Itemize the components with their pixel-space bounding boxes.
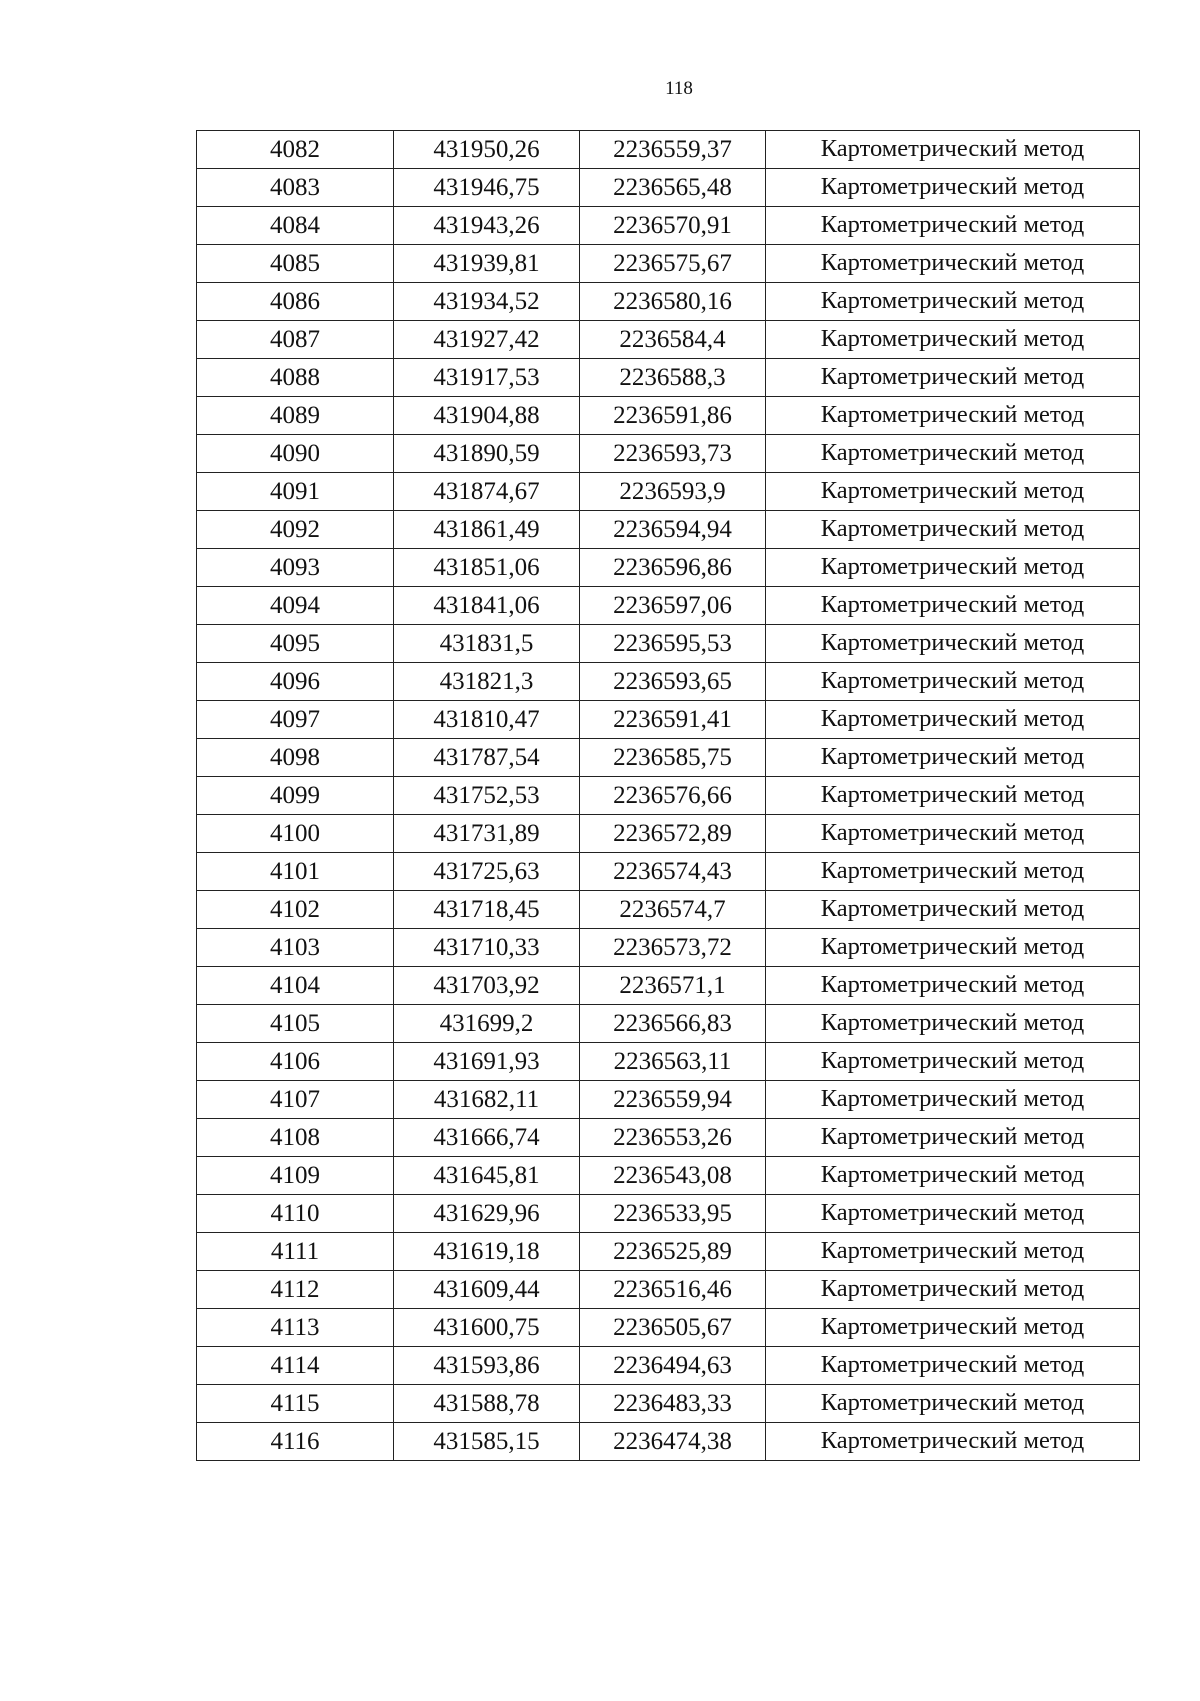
- point-number-cell: 4115: [197, 1385, 394, 1423]
- coordinates-table: [196, 130, 1140, 1461]
- method-cell: Картометрический метод: [766, 967, 1140, 1005]
- table-row: [197, 207, 1140, 245]
- x-coordinate-cell: 431841,06: [394, 587, 580, 625]
- point-number-cell: 4116: [197, 1423, 394, 1461]
- y-coordinate-cell: 2236483,33: [580, 1385, 766, 1423]
- point-number-cell: 4101: [197, 853, 394, 891]
- point-number-cell: 4086: [197, 283, 394, 321]
- method-cell: Картометрический метод: [766, 207, 1140, 245]
- x-coordinate-cell: 431588,78: [394, 1385, 580, 1423]
- method-cell: Картометрический метод: [766, 169, 1140, 207]
- x-coordinate-cell: 431718,45: [394, 891, 580, 929]
- table-row: [197, 321, 1140, 359]
- x-coordinate-cell: 431939,81: [394, 245, 580, 283]
- y-coordinate-cell: 2236593,9: [580, 473, 766, 511]
- point-number-cell: 4105: [197, 1005, 394, 1043]
- table-row: [197, 1043, 1140, 1081]
- table-row: [197, 777, 1140, 815]
- x-coordinate-cell: 431861,49: [394, 511, 580, 549]
- table-row: [197, 549, 1140, 587]
- point-number-cell: 4098: [197, 739, 394, 777]
- table-row: [197, 1233, 1140, 1271]
- method-cell: Картометрический метод: [766, 435, 1140, 473]
- method-cell: Картометрический метод: [766, 283, 1140, 321]
- method-cell: Картометрический метод: [766, 929, 1140, 967]
- point-number-cell: 4090: [197, 435, 394, 473]
- table-row: [197, 967, 1140, 1005]
- method-cell: Картометрический метод: [766, 131, 1140, 169]
- table-row: [197, 1271, 1140, 1309]
- method-cell: Картометрический метод: [766, 549, 1140, 587]
- method-cell: Картометрический метод: [766, 359, 1140, 397]
- y-coordinate-cell: 2236572,89: [580, 815, 766, 853]
- method-cell: Картометрический метод: [766, 663, 1140, 701]
- x-coordinate-cell: 431927,42: [394, 321, 580, 359]
- table-row: [197, 397, 1140, 435]
- page-number: 118: [665, 78, 693, 99]
- table-row: [197, 131, 1140, 169]
- x-coordinate-cell: 431645,81: [394, 1157, 580, 1195]
- point-number-cell: 4103: [197, 929, 394, 967]
- y-coordinate-cell: 2236591,86: [580, 397, 766, 435]
- x-coordinate-cell: 431934,52: [394, 283, 580, 321]
- point-number-cell: 4099: [197, 777, 394, 815]
- y-coordinate-cell: 2236585,75: [580, 739, 766, 777]
- x-coordinate-cell: 431629,96: [394, 1195, 580, 1233]
- x-coordinate-cell: 431619,18: [394, 1233, 580, 1271]
- x-coordinate-cell: 431946,75: [394, 169, 580, 207]
- table-row: [197, 853, 1140, 891]
- y-coordinate-cell: 2236494,63: [580, 1347, 766, 1385]
- method-cell: Картометрический метод: [766, 1423, 1140, 1461]
- x-coordinate-cell: 431710,33: [394, 929, 580, 967]
- table-row: [197, 169, 1140, 207]
- x-coordinate-cell: 431593,86: [394, 1347, 580, 1385]
- y-coordinate-cell: 2236553,26: [580, 1119, 766, 1157]
- table-row: [197, 245, 1140, 283]
- table-row: [197, 473, 1140, 511]
- x-coordinate-cell: 431691,93: [394, 1043, 580, 1081]
- method-cell: Картометрический метод: [766, 1271, 1140, 1309]
- point-number-cell: 4096: [197, 663, 394, 701]
- point-number-cell: 4083: [197, 169, 394, 207]
- x-coordinate-cell: 431703,92: [394, 967, 580, 1005]
- y-coordinate-cell: 2236594,94: [580, 511, 766, 549]
- point-number-cell: 4097: [197, 701, 394, 739]
- method-cell: Картометрический метод: [766, 1233, 1140, 1271]
- point-number-cell: 4093: [197, 549, 394, 587]
- y-coordinate-cell: 2236593,73: [580, 435, 766, 473]
- point-number-cell: 4091: [197, 473, 394, 511]
- x-coordinate-cell: 431787,54: [394, 739, 580, 777]
- x-coordinate-cell: 431904,88: [394, 397, 580, 435]
- method-cell: Картометрический метод: [766, 891, 1140, 929]
- x-coordinate-cell: 431917,53: [394, 359, 580, 397]
- method-cell: Картометрический метод: [766, 1195, 1140, 1233]
- y-coordinate-cell: 2236571,1: [580, 967, 766, 1005]
- y-coordinate-cell: 2236576,66: [580, 777, 766, 815]
- table-row: [197, 1347, 1140, 1385]
- method-cell: Картометрический метод: [766, 815, 1140, 853]
- x-coordinate-cell: 431821,3: [394, 663, 580, 701]
- table-row: [197, 1005, 1140, 1043]
- point-number-cell: 4094: [197, 587, 394, 625]
- method-cell: Картометрический метод: [766, 587, 1140, 625]
- method-cell: Картометрический метод: [766, 511, 1140, 549]
- y-coordinate-cell: 2236566,83: [580, 1005, 766, 1043]
- table-row: [197, 359, 1140, 397]
- point-number-cell: 4106: [197, 1043, 394, 1081]
- method-cell: Картометрический метод: [766, 1043, 1140, 1081]
- y-coordinate-cell: 2236563,11: [580, 1043, 766, 1081]
- method-cell: Картометрический метод: [766, 1309, 1140, 1347]
- point-number-cell: 4092: [197, 511, 394, 549]
- point-number-cell: 4110: [197, 1195, 394, 1233]
- method-cell: Картометрический метод: [766, 321, 1140, 359]
- y-coordinate-cell: 2236574,7: [580, 891, 766, 929]
- point-number-cell: 4095: [197, 625, 394, 663]
- y-coordinate-cell: 2236573,72: [580, 929, 766, 967]
- method-cell: Картометрический метод: [766, 853, 1140, 891]
- x-coordinate-cell: 431666,74: [394, 1119, 580, 1157]
- table-row: [197, 739, 1140, 777]
- coordinates-table-body: [197, 131, 1140, 1461]
- method-cell: Картометрический метод: [766, 1081, 1140, 1119]
- point-number-cell: 4108: [197, 1119, 394, 1157]
- point-number-cell: 4100: [197, 815, 394, 853]
- point-number-cell: 4088: [197, 359, 394, 397]
- point-number-cell: 4113: [197, 1309, 394, 1347]
- y-coordinate-cell: 2236595,53: [580, 625, 766, 663]
- y-coordinate-cell: 2236516,46: [580, 1271, 766, 1309]
- method-cell: Картометрический метод: [766, 701, 1140, 739]
- table-row: [197, 1119, 1140, 1157]
- x-coordinate-cell: 431890,59: [394, 435, 580, 473]
- y-coordinate-cell: 2236580,16: [580, 283, 766, 321]
- y-coordinate-cell: 2236575,67: [580, 245, 766, 283]
- method-cell: Картометрический метод: [766, 245, 1140, 283]
- y-coordinate-cell: 2236574,43: [580, 853, 766, 891]
- table-row: [197, 587, 1140, 625]
- y-coordinate-cell: 2236505,67: [580, 1309, 766, 1347]
- method-cell: Картометрический метод: [766, 1119, 1140, 1157]
- method-cell: Картометрический метод: [766, 777, 1140, 815]
- y-coordinate-cell: 2236533,95: [580, 1195, 766, 1233]
- x-coordinate-cell: 431600,75: [394, 1309, 580, 1347]
- y-coordinate-cell: 2236591,41: [580, 701, 766, 739]
- method-cell: Картометрический метод: [766, 1005, 1140, 1043]
- method-cell: Картометрический метод: [766, 1157, 1140, 1195]
- table-row: [197, 1423, 1140, 1461]
- x-coordinate-cell: 431851,06: [394, 549, 580, 587]
- x-coordinate-cell: 431699,2: [394, 1005, 580, 1043]
- table-row: [197, 1385, 1140, 1423]
- point-number-cell: 4102: [197, 891, 394, 929]
- point-number-cell: 4109: [197, 1157, 394, 1195]
- method-cell: Картометрический метод: [766, 1385, 1140, 1423]
- x-coordinate-cell: 431585,15: [394, 1423, 580, 1461]
- table-row: [197, 511, 1140, 549]
- method-cell: Картометрический метод: [766, 1347, 1140, 1385]
- point-number-cell: 4111: [197, 1233, 394, 1271]
- point-number-cell: 4082: [197, 131, 394, 169]
- x-coordinate-cell: 431731,89: [394, 815, 580, 853]
- y-coordinate-cell: 2236584,4: [580, 321, 766, 359]
- method-cell: Картометрический метод: [766, 397, 1140, 435]
- point-number-cell: 4107: [197, 1081, 394, 1119]
- y-coordinate-cell: 2236593,65: [580, 663, 766, 701]
- table-row: [197, 435, 1140, 473]
- y-coordinate-cell: 2236565,48: [580, 169, 766, 207]
- point-number-cell: 4112: [197, 1271, 394, 1309]
- table-row: [197, 1157, 1140, 1195]
- y-coordinate-cell: 2236474,38: [580, 1423, 766, 1461]
- y-coordinate-cell: 2236596,86: [580, 549, 766, 587]
- point-number-cell: 4084: [197, 207, 394, 245]
- table-row: [197, 701, 1140, 739]
- method-cell: Картометрический метод: [766, 473, 1140, 511]
- point-number-cell: 4087: [197, 321, 394, 359]
- x-coordinate-cell: 431950,26: [394, 131, 580, 169]
- y-coordinate-cell: 2236525,89: [580, 1233, 766, 1271]
- y-coordinate-cell: 2236588,3: [580, 359, 766, 397]
- x-coordinate-cell: 431810,47: [394, 701, 580, 739]
- x-coordinate-cell: 431831,5: [394, 625, 580, 663]
- y-coordinate-cell: 2236559,37: [580, 131, 766, 169]
- method-cell: Картометрический метод: [766, 739, 1140, 777]
- y-coordinate-cell: 2236597,06: [580, 587, 766, 625]
- table-row: [197, 815, 1140, 853]
- x-coordinate-cell: 431943,26: [394, 207, 580, 245]
- table-row: [197, 1081, 1140, 1119]
- x-coordinate-cell: 431752,53: [394, 777, 580, 815]
- table-row: [197, 663, 1140, 701]
- y-coordinate-cell: 2236570,91: [580, 207, 766, 245]
- x-coordinate-cell: 431725,63: [394, 853, 580, 891]
- table-row: [197, 283, 1140, 321]
- method-cell: Картометрический метод: [766, 625, 1140, 663]
- point-number-cell: 4114: [197, 1347, 394, 1385]
- table-row: [197, 1195, 1140, 1233]
- x-coordinate-cell: 431682,11: [394, 1081, 580, 1119]
- table-row: [197, 625, 1140, 663]
- table-row: [197, 929, 1140, 967]
- point-number-cell: 4085: [197, 245, 394, 283]
- y-coordinate-cell: 2236543,08: [580, 1157, 766, 1195]
- table-row: [197, 1309, 1140, 1347]
- point-number-cell: 4104: [197, 967, 394, 1005]
- x-coordinate-cell: 431874,67: [394, 473, 580, 511]
- x-coordinate-cell: 431609,44: [394, 1271, 580, 1309]
- point-number-cell: 4089: [197, 397, 394, 435]
- y-coordinate-cell: 2236559,94: [580, 1081, 766, 1119]
- table-row: [197, 891, 1140, 929]
